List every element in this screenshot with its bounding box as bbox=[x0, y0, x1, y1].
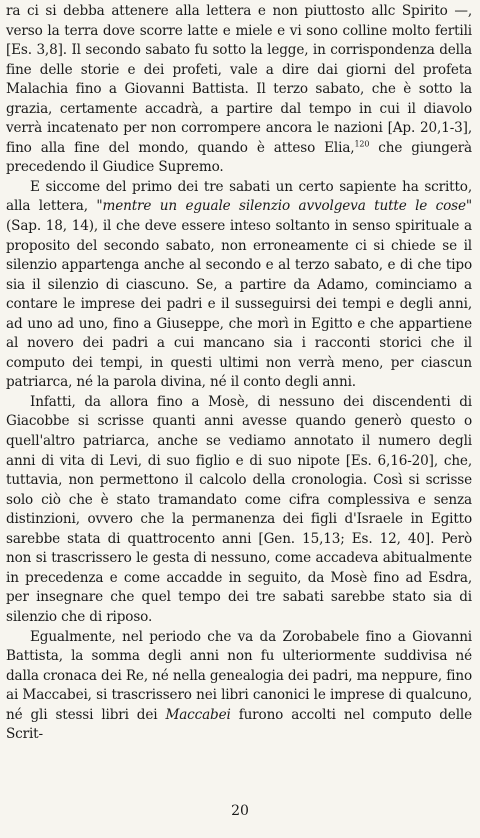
text-run: E siccome del primo dei tre sabati un certo sapiente ha scritto, alla lettera, " bbox=[6, 178, 472, 215]
text-run: " (Sap. 18, 14), il che deve essere inteso soltanto in senso spirituale a proposito del secondo sabato, non erroneamente ci si chiede se il silenzio appartenga anche al secondo e al terzo sabato, e di che tipo sia il silenzio di ciascuno. Se, a partire da Adamo, cominciamo a contare le imprese dei padri e il susseguirsi dei tempi e degli anni, ad uno ad uno, fino a Giuseppe, che morì in Egitto e che appartiene al novero dei padri a cui mancano sia i racconti storici che il computo dei tempi, in questi ultimi non verrà meno, per ciascun patriarca, né la parola divina, né il conto degli anni. bbox=[6, 198, 472, 391]
text-run: Infatti, da allora fino a Mosè, di nessuno dei discendenti di Giacobbe si scrisse quanti anni avesse quando generò questo o quell'altro patriarca, anche se vediamo annotato il numero degli anni di vita di Levi, di suo figlio e di suo nipote [Es. 6,16-20], che, tuttavia, non permettono il calcolo della cronologia. Così si scrisse solo ciò che è stato tramandato come cifra complessiva e senza distinzioni, ovvero che la permanenza dei figli d'Israele in Egitto sarebbe stata di quattrocento anni [Gen. 15,13; Es. 12, 40]. Però non si trascrissero le gesta di nessuno, come accadeva abitualmente in precedenza e come accadde in seguito, da Mosè fino ad Esdra, per insegnare che quel tempo dei tre sabati sarebbe stato sia di silenzio che di riposo. bbox=[6, 393, 472, 625]
page-number: 20 bbox=[231, 803, 249, 819]
body-text bbox=[6, 2, 472, 745]
text-run: che giungerà precedendo il Giudice Supremo. bbox=[6, 139, 473, 176]
paragraph bbox=[6, 628, 472, 745]
text-run: ra ci si debba attenere alla lettera e non piuttosto allc Spirito —, verso la terra dove scorre latte e miele e vi sono colline molto fertili [Es. 3,8]. Il secondo sabato fu sotto la legge, in corrispondenza della fine delle storie e dei profeti, vale a dire dai giorni del profeta Malachia fino a Giovanni Battista. Il terzo sabato, che è sotto la grazia, certamente accadrà, a partire dal tempo in cui il diavolo verrà incatenato per non corrompere ancora le nazioni [Ap. 20,1-3], fino alla fine del mondo, quando è atteso Elia, bbox=[6, 3, 472, 156]
text-run: furono accolti nel computo delle Scrit- bbox=[6, 706, 472, 743]
paragraph bbox=[6, 2, 472, 178]
italic-text: Maccabei bbox=[165, 706, 231, 723]
text-run: Egualmente, nel periodo che va da Zorobabele fino a Giovanni Battista, la somma degli anni non fu ulteriormente suddivisa né dalla cronaca dei Re, né nella genealogia dei padri, ma neppure, fino ai Maccabei, si trascrissero nei libri canonici le imprese di qualcuno, né gli stessi libri dei bbox=[6, 628, 472, 723]
italic-text: mentre un eguale silenzio avvolgeva tutte le cose bbox=[102, 198, 466, 215]
footnote-ref: 120 bbox=[354, 139, 370, 149]
paragraph bbox=[6, 393, 472, 628]
paragraph bbox=[6, 178, 472, 393]
